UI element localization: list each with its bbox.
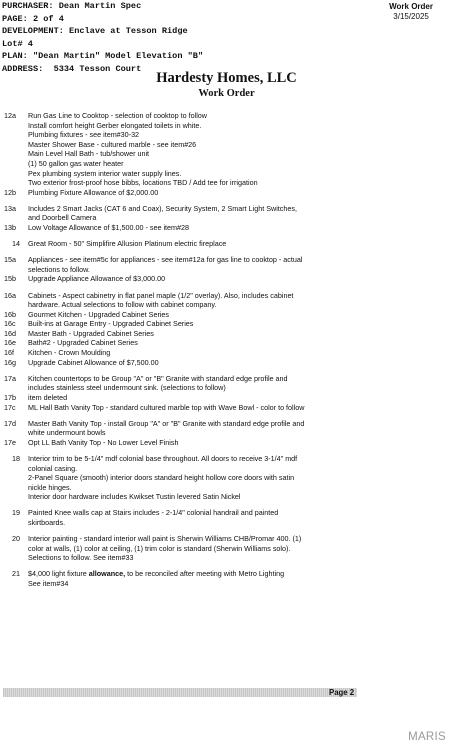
item-number: 15b <box>4 274 16 284</box>
item-text <box>28 188 353 198</box>
footer-page-label: Page 2 <box>329 688 355 697</box>
work-item <box>4 223 444 233</box>
item-number: 12b <box>4 187 16 197</box>
item-number: 17e <box>4 437 16 447</box>
item-line: Kitchen - Crown Moulding <box>28 348 111 358</box>
item-number: 21 <box>12 569 20 579</box>
item-line: Great Room - 50" Simplifire Allusion Platinum electric fireplace <box>28 239 227 249</box>
item-text <box>28 310 353 320</box>
item-line: white undermount bowls <box>28 428 106 438</box>
footer-bar <box>3 688 357 697</box>
item-number: 16g <box>4 357 16 367</box>
work-item <box>4 239 444 249</box>
item-line: (1) 50 gallon gas water heater <box>28 158 124 168</box>
purchaser-line: PURCHASER: Dean Martin Spec <box>2 1 142 11</box>
work-item <box>4 319 444 329</box>
item-text <box>28 329 353 339</box>
item-number: 17c <box>4 402 16 412</box>
development-line: DEVELOPMENT: Enclave at Tesson Ridge <box>2 26 188 37</box>
work-item <box>4 310 444 320</box>
item-text <box>28 403 378 413</box>
item-line-emphasis: allowance, <box>88 569 126 579</box>
item-text <box>28 291 353 310</box>
work-item <box>4 111 444 188</box>
item-line: skirtboards. <box>28 517 66 527</box>
item-line: Two exterior frost-proof hose bibbs, locations TBD / Add tee for irrigation <box>28 178 258 188</box>
item-line-part: to be reconciled after meeting with Metro Lighting <box>125 569 285 579</box>
item-text <box>28 111 353 188</box>
item-line <box>28 569 353 579</box>
item-number: 12a <box>4 111 16 120</box>
plan-line: PLAN: "Dean Martin" Model Elevation "B" <box>2 51 204 62</box>
item-text <box>28 255 353 274</box>
item-number: 20 <box>12 534 20 544</box>
item-line: Bath#2 - Upgraded Cabinet Series <box>28 338 138 348</box>
work-order-items <box>4 111 444 589</box>
item-line: Plumbing fixtures - see item#30-32 <box>28 130 140 140</box>
item-line: Pex plumbing system interior water supply lines. <box>28 168 182 178</box>
work-item <box>4 374 444 393</box>
item-line: Install comfort height Gerber elongated toilets in white. <box>28 120 202 130</box>
item-line: Painted Knee walls cap at Stairs includes - 2-1/4" colonial handrail and painted <box>28 508 279 518</box>
item-line-part: $4,000 light fixture <box>28 569 89 579</box>
item-line: Gourmet Kitchen - Upgraded Cabinet Series <box>28 309 170 319</box>
top-right-box <box>389 2 433 22</box>
work-item <box>4 508 444 527</box>
work-item <box>4 534 444 563</box>
item-number: 17b <box>4 392 16 402</box>
lot-line: Lot# 4 <box>2 38 33 49</box>
item-text <box>28 393 353 403</box>
item-number: 19 <box>12 508 20 518</box>
page-line: PAGE: 2 of 4 <box>2 13 64 24</box>
work-item <box>4 393 444 403</box>
item-number: 13a <box>4 203 16 213</box>
work-item <box>4 358 444 368</box>
address-line: ADDRESS: 5334 Tesson Court <box>2 63 142 74</box>
work-item <box>4 454 444 502</box>
item-text <box>28 358 353 368</box>
document-title: Work Order <box>198 88 255 99</box>
item-line: Cabinets - Aspect cabinetry in flat panel maple (1/2" overlay). Also, includes cabinet <box>28 290 294 300</box>
work-item <box>4 419 444 438</box>
item-line: Interior trim to be 5-1/4" mdf colonial base throughout. All doors to receive 3-1/4" mdf <box>28 453 298 463</box>
item-text <box>28 319 353 329</box>
item-number: 16e <box>4 338 16 348</box>
item-text <box>28 454 353 502</box>
item-line: item deleted <box>28 392 68 402</box>
item-number: 13b <box>4 223 16 233</box>
work-item <box>4 338 444 348</box>
order-header <box>2 0 203 76</box>
order-date: 3/15/2025 <box>393 12 429 21</box>
item-number: 14 <box>12 239 20 249</box>
work-item <box>4 291 444 310</box>
item-line: Selections to follow. See item#33 <box>28 553 134 563</box>
item-text <box>28 438 353 448</box>
item-number: 15a <box>4 255 16 265</box>
item-line: Main Level Hall Bath - tub/shower unit <box>28 149 150 159</box>
work-item <box>4 348 444 358</box>
item-line: color at walls, (1) color at ceiling, (1) trim color is standard (Sherwin Williams solo). <box>28 543 291 553</box>
item-text <box>28 204 353 223</box>
item-line: nickle hinges. <box>28 482 72 492</box>
work-item <box>4 188 444 198</box>
item-line: colonial casing. <box>28 463 78 473</box>
item-line: Interior painting - standard interior wall paint is Sherwin Williams CHB/Promar 400. (1) <box>28 534 302 544</box>
company-name: Hardesty Homes, LLC <box>156 70 297 86</box>
item-text <box>28 239 353 249</box>
work-item <box>4 403 444 413</box>
work-item <box>4 204 444 223</box>
item-line: hardware. Actual selections to follow with cabinet company. <box>28 300 217 310</box>
item-number: 16f <box>4 348 14 358</box>
item-line: Master Bath Vanity Top - install Group "A" or "B" Granite with standard edge profile and <box>28 418 305 428</box>
item-number: 16c <box>4 319 16 329</box>
item-text <box>28 223 353 233</box>
item-number: 16d <box>4 328 16 338</box>
item-text <box>28 374 353 393</box>
item-line: includes stainless steel undermount sink. (selections to follow) <box>28 383 226 393</box>
work-item <box>4 329 444 339</box>
item-number: 17a <box>4 373 16 383</box>
item-text <box>28 569 353 588</box>
item-text <box>28 274 353 284</box>
item-line: Appliances - see item#5c for appliances - see item#12a for gas line to cooktop - actual <box>28 255 303 265</box>
item-line: Master Bath - Upgraded Cabinet Series <box>28 328 154 338</box>
item-line: Interior door hardware includes Kwikset Tustin levered Satin Nickel <box>28 492 241 502</box>
item-line: Upgrade Appliance Allowance of $3,000.00 <box>28 274 166 284</box>
item-line: ML Hall Bath Vanity Top - standard cultured marble top with Wave Bowl - color to follow <box>28 402 305 412</box>
item-text <box>28 419 378 438</box>
item-line: Opt LL Bath Vanity Top - No Lower Level Finish <box>28 437 179 447</box>
item-line: Low Voltage Allowance of $1,500.00 - see item#28 <box>28 223 190 233</box>
work-item <box>4 569 444 588</box>
work-item <box>4 274 444 284</box>
item-number: 16a <box>4 290 16 300</box>
item-line: Includes 2 Smart Jacks (CAT 6 and Coax), Security System, 2 Smart Light Switches, <box>28 203 297 213</box>
item-text <box>28 338 353 348</box>
work-item <box>4 255 444 274</box>
work-order-label: Work Order <box>389 2 433 11</box>
work-item <box>4 438 444 448</box>
item-line: Kitchen countertops to be Group "A" or "B" Granite with standard edge profile and <box>28 373 288 383</box>
item-text <box>28 534 353 563</box>
item-line: Plumbing Fixture Allowance of $2,000.00 <box>28 187 159 197</box>
item-line: selections to follow. <box>28 264 90 274</box>
item-line: Run Gas Line to Cooktop - selection of cooktop to follow <box>28 111 207 120</box>
item-number: 16b <box>4 309 16 319</box>
item-line: and Doorbell Camera <box>28 213 97 223</box>
item-line: 2-Panel Square (smooth) interior doors standard height hollow core doors with satin <box>28 473 295 483</box>
watermark: MARIS <box>408 731 446 743</box>
item-line: See item#34 <box>28 578 69 588</box>
item-line: Upgrade Cabinet Allowance of $7,500.00 <box>28 357 159 367</box>
item-number: 17d <box>4 418 16 428</box>
item-text <box>28 508 353 527</box>
item-number: 18 <box>12 453 20 463</box>
item-line: Master Shower Base - cultured marble - see item#26 <box>28 139 197 149</box>
item-text <box>28 348 353 358</box>
item-line: Built-ins at Garage Entry - Upgraded Cabinet Series <box>28 319 194 329</box>
